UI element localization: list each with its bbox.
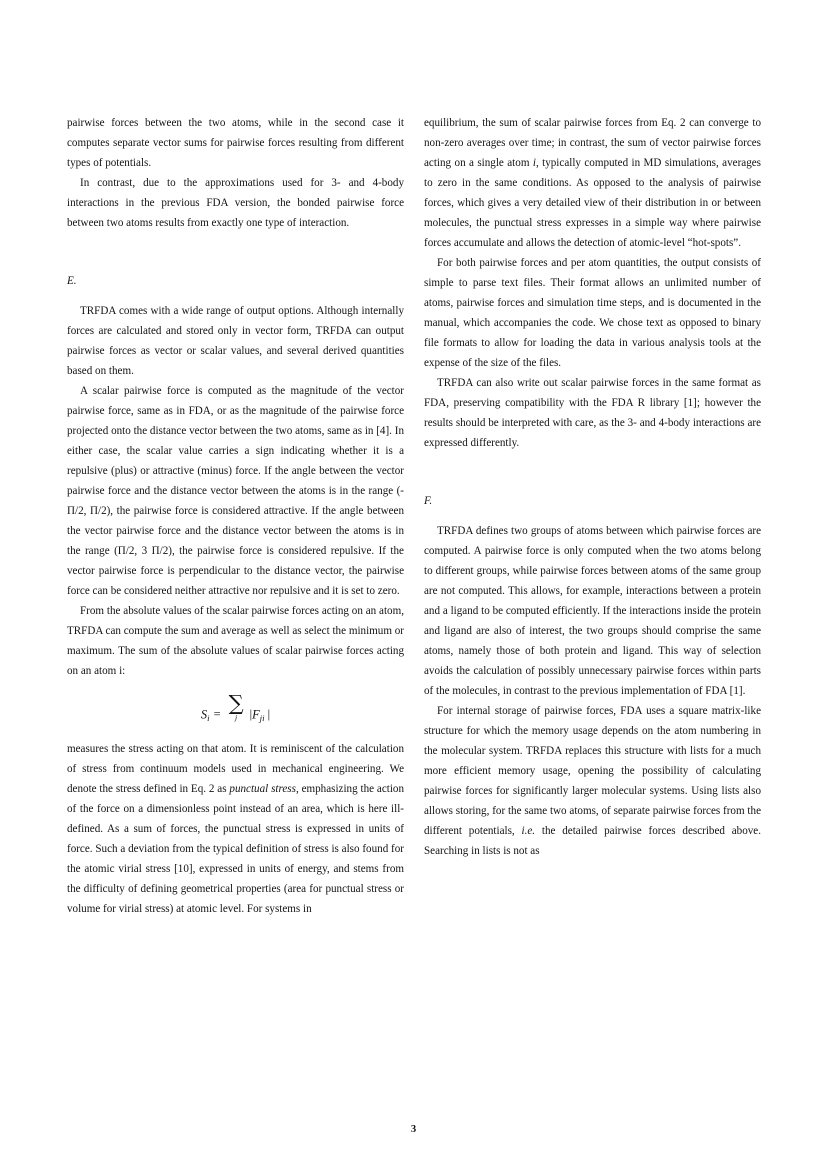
spacer [67, 291, 404, 301]
spacer [424, 453, 761, 491]
equation-expression [200, 691, 271, 724]
display-equation [67, 681, 404, 739]
paragraph: A scalar pairwise force is computed as the magnitude of the vector pairwise force, same as in FDA, or as the magnitude of the pairwise force projected onto the distance vector between the two atoms, same as in [4]. In either case, the scalar value carries a sign indicating whether it is a repulsive (plus) or attractive (minus) force. If the angle between the vector pairwise force and the distance vector between the atoms is in the range (- Π/2, Π/2), the pairwise force is considered attractive. If the angle between the vector pairwise force and the distance vector between the atoms is in the range (Π/2, 3 Π/2), the pairwise force is considered repulsive. If the vector pairwise force is perpendicular to the distance vector, the pairwise force can be considered neither attractive nor repulsive and it is set to zero. [67, 385, 404, 597]
paragraph: For internal storage of pairwise forces, FDA uses a square matrix-like structure for which the memory usage depends on the atom numbering in the molecular system. TRFDA replaces this structure with lists for a much more efficient memory usage, opening the possibility of calculating pairwise forces for significantly larger molecular systems. Using lists also allows storing, for the same two atoms, of separate pairwise forces from the different potentials, i.e. the detailed pairwise forces described above. Searching in lists is not as [424, 705, 761, 857]
equation-rhs-subscript: ji [259, 713, 265, 724]
paragraph: measures the stress acting on that atom. It is reminiscent of the calculation of stress from continuum models used in mechanical engineering. We denote the stress defined in Eq. 2 as punctual stress, emphasizing the action of the force on a dimensionless point instead of an area, which is here ill-defined. As a sum of forces, the punctual stress is expressed in units of force. Such a deviation from the typical definition of stress is also found for the atomic virial stress [10], expressed in units of energy, and stems from the difficulty of defining geometrical properties (area for punctual stress or volume for virial stress) at atomic level. For systems in [67, 742, 404, 915]
sigma-icon: ∑ [228, 691, 244, 715]
right-column [424, 113, 761, 919]
paragraph: In contrast, due to the approximations used for 3- and 4-body interactions in the previous FDA version, the bonded pairwise force between two atoms results from exactly one type of interaction. [67, 177, 404, 229]
paragraph: From the absolute values of the scalar pairwise forces acting on an atom, TRFDA can compute the sum and average as well as select the minimum or maximum. The sum of the absolute values of scalar pairwise forces acting on an atom i: [67, 605, 404, 677]
equation-lhs-subscript: i [207, 713, 210, 724]
left-column [67, 113, 404, 919]
spacer [67, 233, 404, 271]
paragraph: TRFDA comes with a wide range of output options. Although internally forces are calculated and stored only in vector form, TRFDA can output pairwise forces as vector or scalar values, and several derived quantities based on them. [67, 305, 404, 377]
spacer [424, 511, 761, 521]
absolute-bar-open: | [249, 707, 253, 722]
equation-lhs-symbol: S [200, 707, 208, 722]
section-heading-f: F. [424, 495, 433, 507]
paragraph: For both pairwise forces and per atom quantities, the output consists of simple to parse text files. Their format allows an unlimited number of atoms, pairwise forces and simulation time steps, and is documented in the manual, which accompanies the code. We chose text as opposed to binary file formats to allow for loading the data in various analysis tools at the expense of the size of the files. [424, 257, 761, 369]
absolute-bar-close: | [267, 707, 271, 722]
paragraph: TRFDA defines two groups of atoms between which pairwise forces are computed. A pairwise force is only computed when the two atoms belong to different groups, while pairwise forces between atoms of the same group are not computed. This allows, for example, interactions between a protein and a ligand to be computed efficiently. If the interactions inside the protein and ligand are also of interest, the two groups should comprise the same atoms, namely those of both protein and ligand. This way of selection avoids the calculation of possibly unnecessary pairwise forces within parts of the molecules, in contrast to the previous implementation of FDA [1]. [424, 525, 761, 697]
paragraph: TRFDA can also write out scalar pairwise forces in the same format as FDA, preserving compatibility with the FDA R library [1]; however the results should be interpreted with care, as the 3- and 4-body interactions are expressed differently. [424, 377, 761, 449]
equation-rhs-symbol: F [252, 707, 260, 722]
page-number: 3 [410, 1124, 417, 1135]
equation-equals-sign: = [213, 707, 221, 722]
paragraph: equilibrium, the sum of scalar pairwise forces from Eq. 2 can converge to non-zero averages over time; in contrast, the sum of vector pairwise forces acting on a single atom i, typically computed in MD simulations, averages to zero in the same conditions. As opposed to the analysis of pairwise forces, which gives a very detailed view of their distribution in or between molecules, the punctual stress expresses in a simple way where pairwise forces accumulate and allows the detection of atomic-level “hot-spots”. [424, 117, 761, 249]
summation-operator [228, 691, 244, 722]
section-heading-e: E. [67, 275, 77, 287]
paragraph: pairwise forces between the two atoms, while in the second case it computes separate vector sums for pairwise forces resulting from different types of potentials. [67, 117, 404, 169]
two-column-body [67, 113, 761, 919]
summation-index: j [234, 712, 238, 722]
